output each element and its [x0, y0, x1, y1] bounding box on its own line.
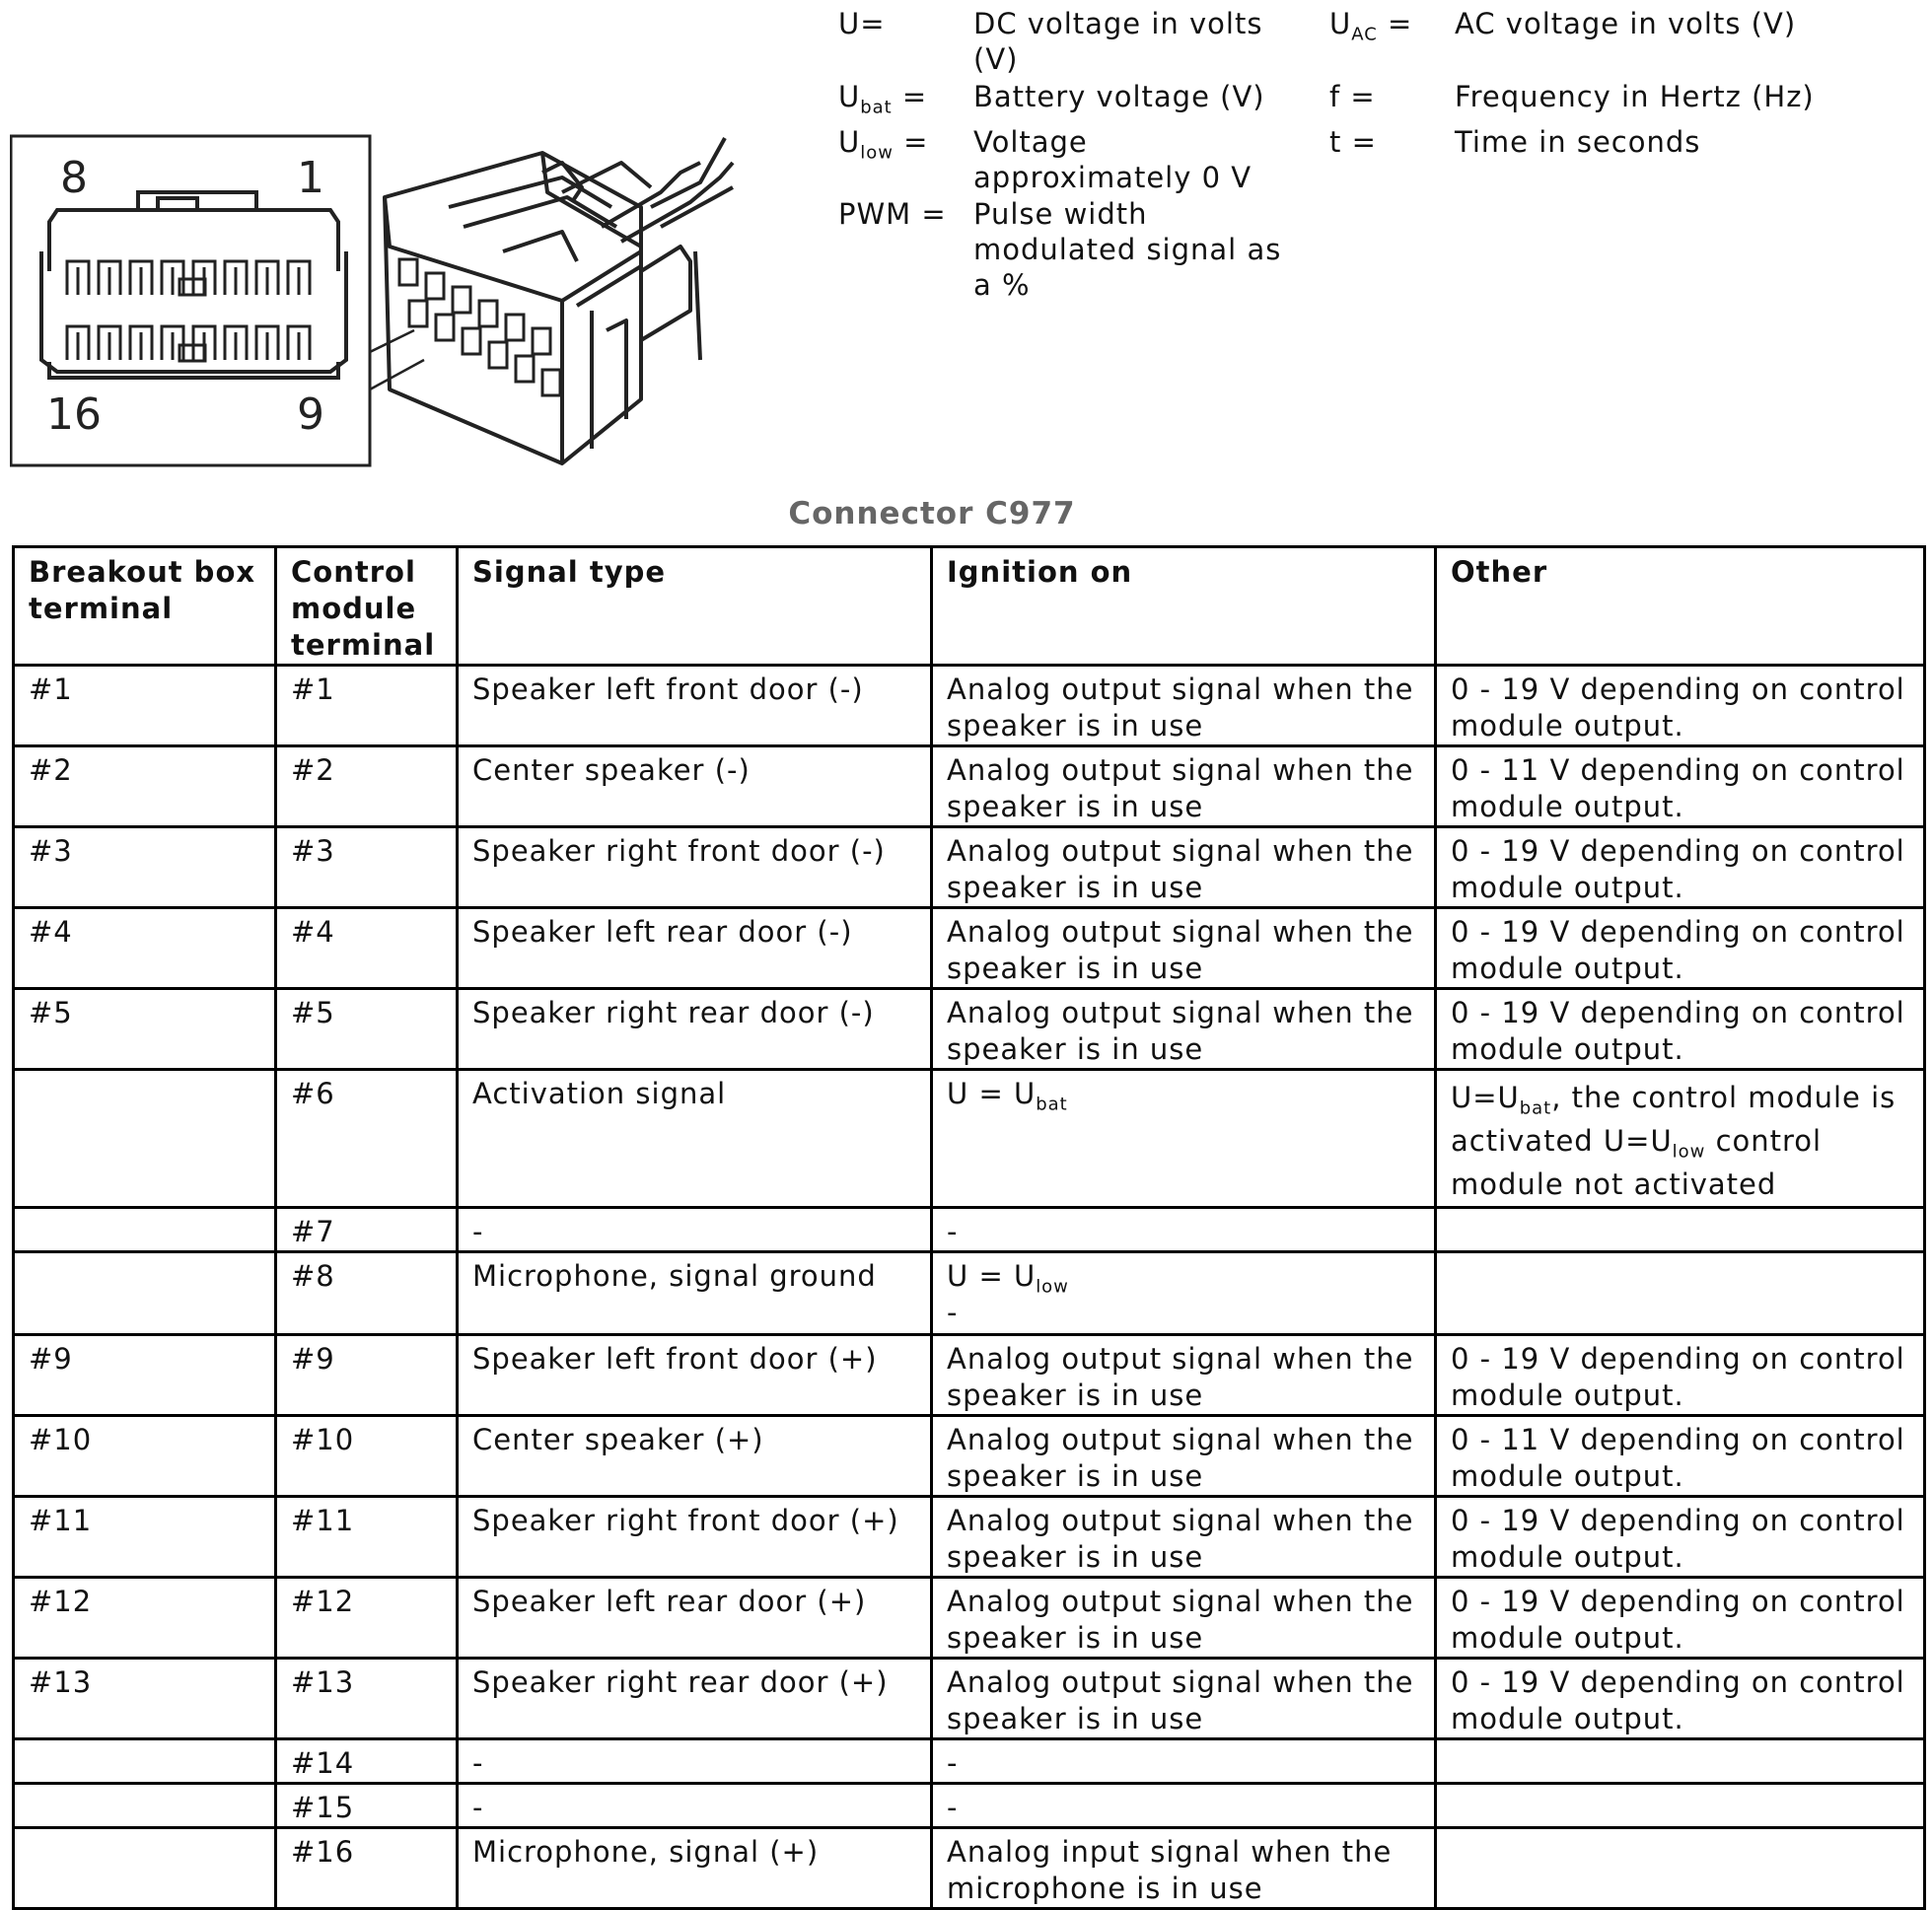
terminal-cavity	[426, 273, 444, 299]
cell-breakout-terminal	[14, 1208, 276, 1252]
cell-other: 0 - 19 V depending on control module output.	[1436, 666, 1925, 746]
cell-module-terminal: #15	[276, 1784, 458, 1828]
cell-signal-type: Speaker left front door (-)	[458, 666, 932, 746]
header-other: Other	[1436, 547, 1925, 666]
terminal-cavity	[463, 328, 480, 354]
cell-ignition-on: Analog output signal when the speaker is in use	[932, 666, 1436, 746]
cell-ignition-on: Analog output signal when the speaker is in use	[932, 1416, 1436, 1497]
terminal-cavity	[489, 342, 507, 368]
terminal-cavity	[479, 301, 497, 326]
legend-ulow-desc: Voltage approximately 0 V	[973, 125, 1252, 194]
cell-other: 0 - 19 V depending on control module output.	[1436, 1335, 1925, 1416]
cell-signal-type: -	[458, 1208, 932, 1252]
legend-ubat-label: $U_{bat}$ =	[838, 80, 928, 118]
cell-breakout-terminal	[14, 1739, 276, 1784]
cell-signal-type: Microphone, signal ground	[458, 1252, 932, 1335]
legend-t-label: t =	[1329, 125, 1377, 159]
cell-signal-type: Microphone, signal (+)	[458, 1828, 932, 1909]
cell-module-terminal: #16	[276, 1828, 458, 1909]
cell-module-terminal: #12	[276, 1578, 458, 1659]
table-row	[14, 1335, 1925, 1416]
pin-label-16: 16	[46, 389, 102, 440]
cell-other: 0 - 11 V depending on control module output.	[1436, 746, 1925, 827]
table-row	[14, 746, 1925, 827]
table-row	[14, 1252, 1925, 1335]
cell-breakout-terminal: #9	[14, 1335, 276, 1416]
cell-breakout-terminal: #2	[14, 746, 276, 827]
pin-label-9: 9	[297, 389, 324, 440]
cell-breakout-terminal: #13	[14, 1659, 276, 1739]
cell-ignition-on: $U = U_{low}$ -	[932, 1252, 1436, 1335]
legend-uac-desc: AC voltage in volts (V)	[1455, 7, 1797, 40]
legend-u-label: U=	[838, 7, 886, 40]
cell-module-terminal: #9	[276, 1335, 458, 1416]
cell-signal-type: Activation signal	[458, 1070, 932, 1208]
cell-signal-type: Speaker left rear door (-)	[458, 908, 932, 989]
cell-module-terminal: #6	[276, 1070, 458, 1208]
cell-breakout-terminal: #10	[14, 1416, 276, 1497]
table-row	[14, 989, 1925, 1070]
connector-c977-illustration	[10, 133, 735, 473]
cell-module-terminal: #2	[276, 746, 458, 827]
cell-breakout-terminal	[14, 1252, 276, 1335]
pin-label-1: 1	[297, 153, 324, 203]
cell-module-terminal: #1	[276, 666, 458, 746]
header-signal-type: Signal type	[458, 547, 932, 666]
cell-breakout-terminal	[14, 1784, 276, 1828]
cell-module-terminal: #4	[276, 908, 458, 989]
cell-signal-type: -	[458, 1784, 932, 1828]
cell-other	[1436, 1828, 1925, 1909]
table-caption: Connector C977	[788, 496, 1076, 531]
cell-breakout-terminal: #3	[14, 827, 276, 908]
legend-f-desc: Frequency in Hertz (Hz)	[1455, 80, 1815, 113]
table-row	[14, 1497, 1925, 1578]
cell-ignition-on: Analog output signal when the speaker is in use	[932, 1659, 1436, 1739]
cell-ignition-on: -	[932, 1784, 1436, 1828]
cell-other	[1436, 1252, 1925, 1335]
cell-module-terminal: #13	[276, 1659, 458, 1739]
connector-perspective-view	[385, 138, 733, 463]
connector-pinout-table	[12, 545, 1926, 1910]
cell-signal-type: Speaker right rear door (-)	[458, 989, 932, 1070]
cell-breakout-terminal: #5	[14, 989, 276, 1070]
cell-other: 0 - 19 V depending on control module output.	[1436, 1497, 1925, 1578]
cell-ignition-on: Analog output signal when the speaker is in use	[932, 1497, 1436, 1578]
cell-other	[1436, 1784, 1925, 1828]
cell-module-terminal: #7	[276, 1208, 458, 1252]
cell-module-terminal: #10	[276, 1416, 458, 1497]
cell-breakout-terminal: #4	[14, 908, 276, 989]
cell-ignition-on: Analog output signal when the speaker is in use	[932, 1335, 1436, 1416]
cell-ignition-on: Analog output signal when the speaker is in use	[932, 746, 1436, 827]
legend-t-desc: Time in seconds	[1455, 125, 1701, 159]
terminal-cavity	[399, 259, 417, 285]
header-ignition-on: Ignition on	[932, 547, 1436, 666]
cell-breakout-terminal: #12	[14, 1578, 276, 1659]
cell-ignition-on: Analog input signal when the microphone is in use	[932, 1828, 1436, 1909]
cell-other: 0 - 19 V depending on control module output.	[1436, 989, 1925, 1070]
table-header-row	[14, 547, 1925, 666]
cell-ignition-on: Analog output signal when the speaker is in use	[932, 908, 1436, 989]
cell-signal-type: Speaker left front door (+)	[458, 1335, 932, 1416]
table-row	[14, 1659, 1925, 1739]
table-row	[14, 666, 1925, 746]
cell-breakout-terminal	[14, 1828, 276, 1909]
header-breakout-box-terminal: Breakout box terminal	[14, 547, 276, 666]
cell-signal-type: Speaker left rear door (+)	[458, 1578, 932, 1659]
cell-ignition-on: -	[932, 1739, 1436, 1784]
cell-ignition-on: -	[932, 1208, 1436, 1252]
terminal-cavity	[409, 301, 427, 326]
cell-ignition-on: $U = U_{bat}$	[932, 1070, 1436, 1208]
table-row	[14, 1416, 1925, 1497]
cell-signal-type: -	[458, 1739, 932, 1784]
cell-signal-type: Center speaker (-)	[458, 746, 932, 827]
legend-uac-label: $U_{AC}$ =	[1329, 7, 1413, 45]
cell-other: 0 - 19 V depending on control module output.	[1436, 908, 1925, 989]
pin-label-8: 8	[60, 153, 88, 203]
cell-ignition-on: Analog output signal when the speaker is in use	[932, 1578, 1436, 1659]
table-row	[14, 908, 1925, 989]
cell-other	[1436, 1208, 1925, 1252]
cell-breakout-terminal: #11	[14, 1497, 276, 1578]
leader-line	[370, 360, 424, 389]
cell-breakout-terminal	[14, 1070, 276, 1208]
cell-signal-type: Speaker right rear door (+)	[458, 1659, 932, 1739]
legend-ubat-desc: Battery voltage (V)	[973, 80, 1265, 113]
cell-module-terminal: #14	[276, 1739, 458, 1784]
header-control-module-terminal: Control module terminal	[276, 547, 458, 666]
cell-other: 0 - 11 V depending on control module output.	[1436, 1416, 1925, 1497]
legend-u-desc: DC voltage in volts (V)	[973, 7, 1263, 76]
legend-pwm-desc: Pulse width modulated signal as a %	[973, 197, 1282, 302]
table-row	[14, 1739, 1925, 1784]
legend-f-label: f =	[1329, 80, 1376, 113]
cell-module-terminal: #3	[276, 827, 458, 908]
cell-other: 0 - 19 V depending on control module output.	[1436, 1578, 1925, 1659]
table-row	[14, 1828, 1925, 1909]
cell-breakout-terminal: #1	[14, 666, 276, 746]
cell-other: 0 - 19 V depending on control module output.	[1436, 1659, 1925, 1739]
terminal-cavity	[516, 356, 534, 382]
table-row	[14, 1784, 1925, 1828]
terminal-cavity	[453, 287, 470, 313]
cell-signal-type: Center speaker (+)	[458, 1416, 932, 1497]
table-row	[14, 1578, 1925, 1659]
cell-signal-type: Speaker right front door (-)	[458, 827, 932, 908]
legend-ulow-label: $U_{low}$ =	[838, 125, 929, 164]
terminal-cavity	[542, 370, 560, 395]
table-row	[14, 1208, 1925, 1252]
table-row	[14, 827, 1925, 908]
cell-module-terminal: #5	[276, 989, 458, 1070]
cell-ignition-on: Analog output signal when the speaker is in use	[932, 989, 1436, 1070]
terminal-cavity	[533, 328, 550, 354]
terminal-cavity	[506, 315, 524, 340]
cell-module-terminal: #8	[276, 1252, 458, 1335]
table-row	[14, 1070, 1925, 1208]
cell-signal-type: Speaker right front door (+)	[458, 1497, 932, 1578]
terminal-cavity	[436, 315, 454, 340]
legend-pwm-label: PWM =	[838, 197, 947, 231]
cell-module-terminal: #11	[276, 1497, 458, 1578]
cell-ignition-on: Analog output signal when the speaker is in use	[932, 827, 1436, 908]
cell-other	[1436, 1739, 1925, 1784]
cell-other: 0 - 19 V depending on control module output.	[1436, 827, 1925, 908]
connector-perspective-terminals	[399, 259, 560, 395]
leader-line	[370, 330, 414, 352]
cell-other: $U=U_{bat}$, the control module is activated $U=U_{low}$ control module not activated	[1436, 1070, 1925, 1208]
